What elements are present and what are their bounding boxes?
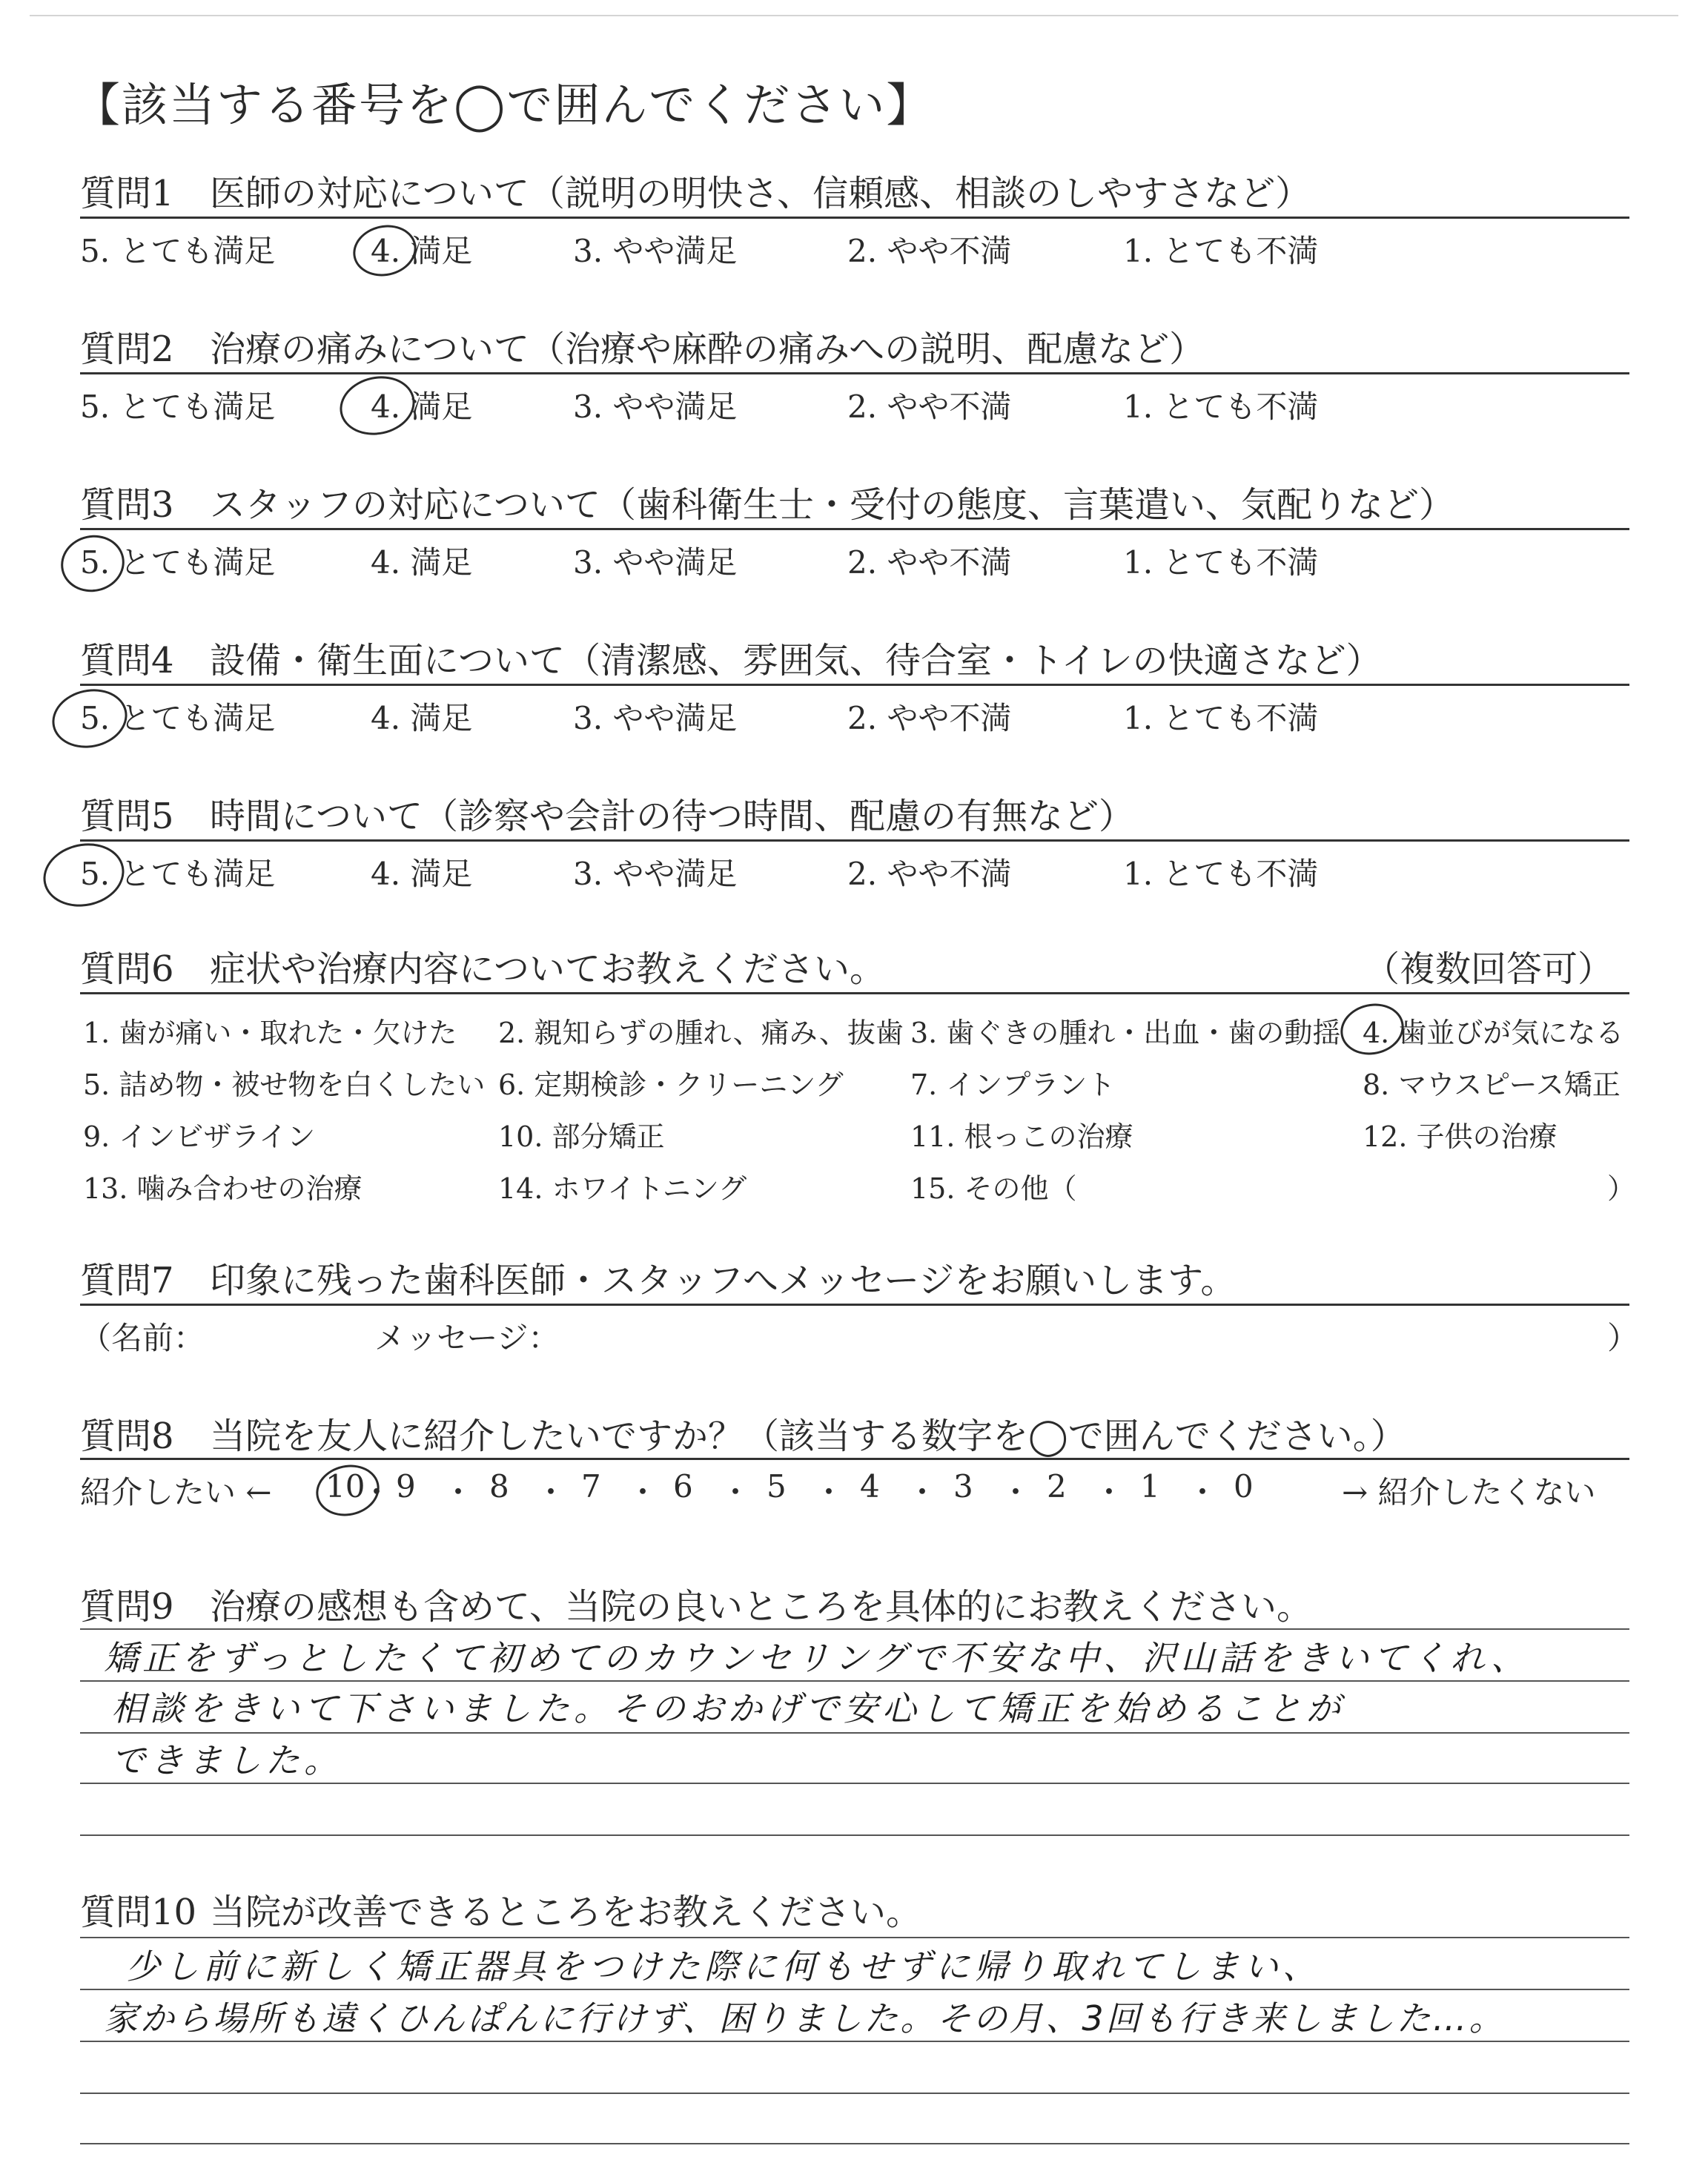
- question-7-label: 質問7: [80, 1260, 174, 1301]
- q3-option-2[interactable]: 2. やや不満: [847, 544, 1012, 581]
- question-3-rule: [80, 528, 1629, 530]
- q4-option-4[interactable]: 4. 満足: [371, 700, 473, 736]
- question-7-text: 印象に残った歯科医師・スタッフへメッセージをお願いします。: [210, 1260, 1237, 1301]
- question-8-rule: [80, 1458, 1629, 1460]
- q4-option-2[interactable]: 2. やや不満: [847, 700, 1012, 736]
- q1-option-2[interactable]: 2. やや不満: [847, 233, 1012, 269]
- q8-scale-separator: ・: [535, 1474, 567, 1510]
- question-9-label: 質問9: [80, 1586, 174, 1628]
- q8-scale-5[interactable]: 5: [767, 1468, 787, 1505]
- q8-scale-0[interactable]: 0: [1234, 1468, 1254, 1505]
- question-8-text: 当院を友人に紹介したいですか？（該当する数字を◯で囲んでください。）: [210, 1416, 1406, 1457]
- q9-line-4: [80, 1783, 1629, 1784]
- q5-option-1[interactable]: 1. とても不満: [1123, 856, 1319, 892]
- q4-option-5[interactable]: 5. とても満足: [80, 700, 276, 736]
- question-4-text: 設備・衛生面について（清潔感、雰囲気、待合室・トイレの快適さなど）: [210, 640, 1382, 681]
- q8-scale-separator: ・: [1000, 1474, 1032, 1510]
- q10-line-2: [80, 1989, 1629, 1990]
- q10-answer-line-1: 少し前に新しく矯正器具をつけた際に何もせずに帰り取れてしまい、: [126, 1946, 1321, 1986]
- question-6-label: 質問6: [80, 948, 174, 990]
- q8-scale-8[interactable]: 8: [489, 1468, 509, 1505]
- q6-item-7[interactable]: 7. インプラント: [910, 1069, 1116, 1101]
- q9-answer-line-1: 矯正をずっとしたくて初めてのカウンセリングで不安な中、沢山話をきいてくれ、: [104, 1638, 1530, 1678]
- q3-option-1[interactable]: 1. とても不満: [1123, 544, 1319, 581]
- q3-option-3[interactable]: 3. やや満足: [573, 544, 738, 581]
- q1-option-1[interactable]: 1. とても不満: [1123, 233, 1319, 269]
- q6-item-8[interactable]: 8. マウスピース矯正: [1363, 1069, 1621, 1101]
- question-2-rule: [80, 372, 1629, 374]
- q8-scale-10[interactable]: 10: [325, 1468, 365, 1505]
- q8-scale-6[interactable]: 6: [673, 1468, 693, 1505]
- question-1-label: 質問1: [80, 173, 174, 214]
- question-5-label: 質問5: [80, 796, 174, 837]
- q8-right-label: → 紹介したくない: [1342, 1474, 1596, 1510]
- q6-other-close-paren: ）: [1607, 1172, 1636, 1205]
- q9-line-5: [80, 1834, 1629, 1836]
- q2-option-2[interactable]: 2. やや不満: [847, 389, 1012, 425]
- question-5-text: 時間について（診察や会計の待つ時間、配慮の有無など）: [210, 796, 1135, 837]
- q8-scale-separator: ・: [720, 1474, 752, 1510]
- q8-scale-separator: ・: [443, 1474, 474, 1510]
- q10-line-1: [80, 1937, 1629, 1938]
- q6-item-1[interactable]: 1. 歯が痛い・取れた・欠けた: [83, 1017, 457, 1049]
- q8-scale-7[interactable]: 7: [581, 1468, 601, 1505]
- question-7-rule: [80, 1304, 1629, 1306]
- q7-message-label[interactable]: メッセージ：: [374, 1320, 560, 1356]
- q2-selected-circle: [334, 369, 420, 442]
- q6-item-4[interactable]: 4. 歯並びが気になる: [1363, 1017, 1624, 1049]
- question-2-text: 治療の痛みについて（治療や麻酔の痛みへの説明、配慮など）: [210, 328, 1205, 370]
- q4-option-1[interactable]: 1. とても不満: [1123, 700, 1319, 736]
- q1-option-5[interactable]: 5. とても満足: [80, 233, 276, 269]
- question-3-label: 質問3: [80, 484, 174, 526]
- q8-scale-separator: ・: [907, 1474, 939, 1510]
- q8-scale-separator: ・: [627, 1474, 659, 1510]
- question-5-rule: [80, 839, 1629, 842]
- q8-scale-separator: ・: [1093, 1474, 1125, 1510]
- q2-option-1[interactable]: 1. とても不満: [1123, 389, 1319, 425]
- q6-item-10[interactable]: 10. 部分矯正: [498, 1120, 665, 1153]
- q6-item-9[interactable]: 9. インビザライン: [83, 1120, 316, 1153]
- q9-answer-line-3: できました。: [111, 1740, 342, 1780]
- q3-option-5[interactable]: 5. とても満足: [80, 544, 276, 581]
- top-border: [30, 15, 1678, 16]
- q2-option-3[interactable]: 3. やや満足: [573, 389, 738, 425]
- q6-item-13[interactable]: 13. 噛み合わせの治療: [83, 1172, 363, 1205]
- question-4-rule: [80, 684, 1629, 686]
- q5-selected-circle: [37, 836, 130, 914]
- q5-option-2[interactable]: 2. やや不満: [847, 856, 1012, 892]
- question-1-rule: [80, 217, 1629, 219]
- q6-item-15[interactable]: 15. その他（: [910, 1172, 1077, 1205]
- q5-option-3[interactable]: 3. やや満足: [573, 856, 738, 892]
- question-6-rule: [80, 992, 1629, 994]
- page-title: 【該当する番号を◯で囲んでください】: [74, 78, 934, 132]
- q6-item-14[interactable]: 14. ホワイトニング: [498, 1172, 747, 1205]
- q3-option-4[interactable]: 4. 満足: [371, 544, 473, 581]
- q8-scale-4[interactable]: 4: [860, 1468, 880, 1505]
- q8-scale-separator: ・: [1187, 1474, 1219, 1510]
- q8-scale-separator: ・: [813, 1474, 845, 1510]
- question-6-text: 症状や治療内容についてお教えください。: [210, 948, 886, 990]
- q6-item-5[interactable]: 5. 詰め物・被せ物を白くしたい: [83, 1069, 486, 1101]
- q5-option-5[interactable]: 5. とても満足: [80, 856, 276, 892]
- q8-scale-2[interactable]: 2: [1047, 1468, 1067, 1505]
- question-10-text: 当院が改善できるところをお教えください。: [210, 1892, 922, 1933]
- q2-option-5[interactable]: 5. とても満足: [80, 389, 276, 425]
- question-9-text: 治療の感想も含めて、当院の良いところを具体的にお教えください。: [210, 1586, 1313, 1628]
- question-3-text: スタッフの対応について（歯科衛生士・受付の態度、言葉遣い、気配りなど）: [210, 484, 1455, 526]
- question-10-label: 質問10: [80, 1892, 197, 1933]
- q8-scale-1[interactable]: 1: [1140, 1468, 1160, 1505]
- question-2-label: 質問2: [80, 328, 174, 370]
- q10-answer-line-2: 家から場所も遠くひんぱんに行けず、困りました。その月、3回も行き来しました…。: [104, 1998, 1506, 2038]
- q5-option-4[interactable]: 4. 満足: [371, 856, 473, 892]
- q1-option-3[interactable]: 3. やや満足: [573, 233, 738, 269]
- q7-name-label[interactable]: （名前：: [80, 1320, 205, 1356]
- q6-item-3[interactable]: 3. 歯ぐきの腫れ・出血・歯の動揺: [910, 1017, 1341, 1049]
- question-8-label: 質問8: [80, 1416, 174, 1457]
- q6-selected-circle: [1336, 998, 1409, 1060]
- q6-item-11[interactable]: 11. 根っこの治療: [910, 1120, 1133, 1153]
- q10-line-3: [80, 2041, 1629, 2042]
- q9-answer-line-2: 相談をきいて下さいました。そのおかげで安心して矯正を始めることが: [111, 1688, 1345, 1728]
- question-1-text: 医師の対応について（説明の明快さ、信頼感、相談のしやすさなど）: [210, 173, 1311, 214]
- question-6-note: （複数回答可）: [1364, 948, 1614, 990]
- q10-line-4: [80, 2093, 1629, 2094]
- q6-item-6[interactable]: 6. 定期検診・クリーニング: [498, 1069, 844, 1101]
- q4-option-3[interactable]: 3. やや満足: [573, 700, 738, 736]
- q10-line-5: [80, 2143, 1629, 2144]
- q6-item-2[interactable]: 2. 親知らずの腫れ、痛み、抜歯: [498, 1017, 904, 1049]
- q2-option-4[interactable]: 4. 満足: [371, 389, 473, 425]
- q1-option-4[interactable]: 4. 満足: [371, 233, 473, 269]
- q7-close-paren: ）: [1607, 1320, 1639, 1356]
- q8-scale-separator: ・: [361, 1474, 393, 1510]
- q4-selected-circle: [47, 682, 133, 755]
- q8-scale-9[interactable]: 9: [396, 1468, 416, 1505]
- q8-scale-3[interactable]: 3: [953, 1468, 973, 1505]
- q8-left-label: 紹介したい ←: [80, 1474, 272, 1510]
- q9-line-1: [80, 1628, 1629, 1630]
- q6-item-12[interactable]: 12. 子供の治療: [1363, 1120, 1558, 1153]
- question-4-label: 質問4: [80, 640, 174, 681]
